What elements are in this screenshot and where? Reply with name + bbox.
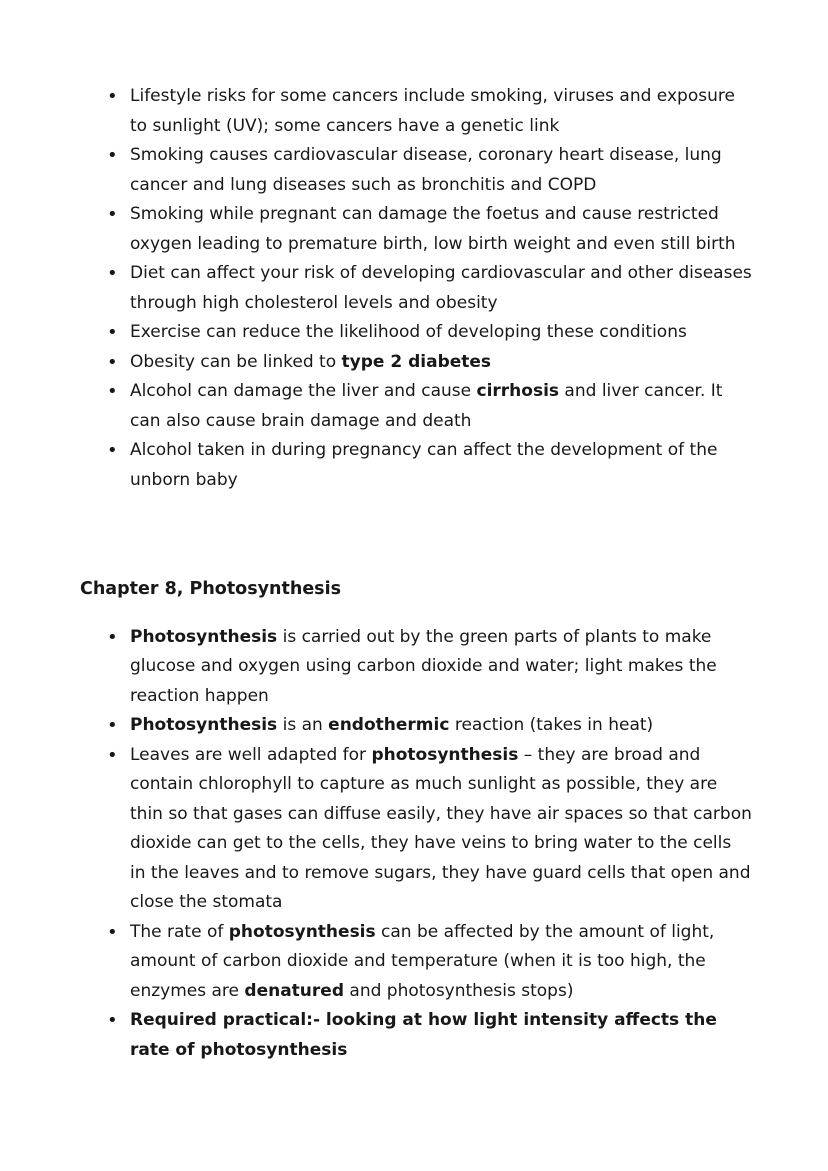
bold-text-segment: endothermic xyxy=(328,715,450,735)
bold-text-segment: photosynthesis xyxy=(371,744,519,765)
list-item xyxy=(130,1006,752,1065)
photosynthesis-list xyxy=(80,623,752,1066)
text-segment: Obesity can be linked to xyxy=(130,351,342,372)
text-segment: is carried out by the green parts of plants to make glucose and oxygen using carbon dioxide and water; light makes the reaction happen xyxy=(130,626,717,706)
list-item xyxy=(130,200,752,259)
text-segment: – they are broad and contain chlorophyll to capture as much sunlight as possible, they are thin so that gases can diffuse easily, they have air spaces so that carbon dioxide can get to the cells, they have veins to bring water to the cells in the leaves and to remove sugars, they have guard cells that open and close the stomata xyxy=(130,744,752,912)
bold-text-segment: denatured xyxy=(244,980,344,1001)
list-item xyxy=(130,741,752,918)
list-item xyxy=(130,918,752,1007)
text-segment: and liver cancer. It can also cause brain damage and death xyxy=(130,381,723,431)
list-item xyxy=(130,141,752,200)
bold-text-segment: Photosynthesis xyxy=(130,715,278,735)
text-segment: and photosynthesis stops) xyxy=(344,980,574,1001)
text-segment: Smoking while pregnant can damage the foetus and cause restricted oxygen leading to premature birth, low birth weight and even still birth xyxy=(130,204,736,254)
text-segment: The rate of xyxy=(130,921,229,942)
list-item xyxy=(130,259,752,318)
text-segment: Alcohol can damage the liver and cause xyxy=(130,381,477,401)
list-item xyxy=(130,82,752,141)
bold-text-segment: type 2 diabetes xyxy=(341,351,492,372)
list-item xyxy=(130,348,752,378)
bold-text-segment: cirrhosis xyxy=(476,381,560,401)
text-segment: Diet can affect your risk of developing cardiovascular and other diseases through high cholesterol levels and obesity xyxy=(130,263,752,313)
text-segment: Alcohol taken in during pregnancy can affect the development of the unborn baby xyxy=(130,440,718,490)
health-risks-list xyxy=(80,82,752,495)
list-item xyxy=(130,436,752,495)
text-segment: Smoking causes cardiovascular disease, coronary heart disease, lung cancer and lung diseases such as bronchitis and COPD xyxy=(130,145,722,195)
text-segment: Exercise can reduce the likelihood of developing these conditions xyxy=(130,322,687,342)
text-segment: Leaves are well adapted for xyxy=(130,744,372,765)
list-item xyxy=(130,377,752,436)
chapter-heading: Chapter 8, Photosynthesis xyxy=(80,579,342,599)
list-item xyxy=(130,711,752,741)
text-segment: reaction (takes in heat) xyxy=(449,715,654,735)
text-segment: Lifestyle risks for some cancers include smoking, viruses and exposure to sunlight (UV); some cancers have a genetic link xyxy=(130,86,735,136)
text-segment: can be affected by the amount of light, amount of carbon dioxide and temperature (when it is too high, the enzymes are xyxy=(130,921,715,1001)
bold-text-segment: Required practical:- looking at how light intensity affects the rate of photosynthesis xyxy=(130,1010,717,1060)
list-item xyxy=(130,623,752,712)
text-segment: is an xyxy=(277,715,329,735)
list-item xyxy=(130,318,752,348)
bold-text-segment: Photosynthesis xyxy=(130,626,278,647)
bold-text-segment: photosynthesis xyxy=(228,921,376,942)
